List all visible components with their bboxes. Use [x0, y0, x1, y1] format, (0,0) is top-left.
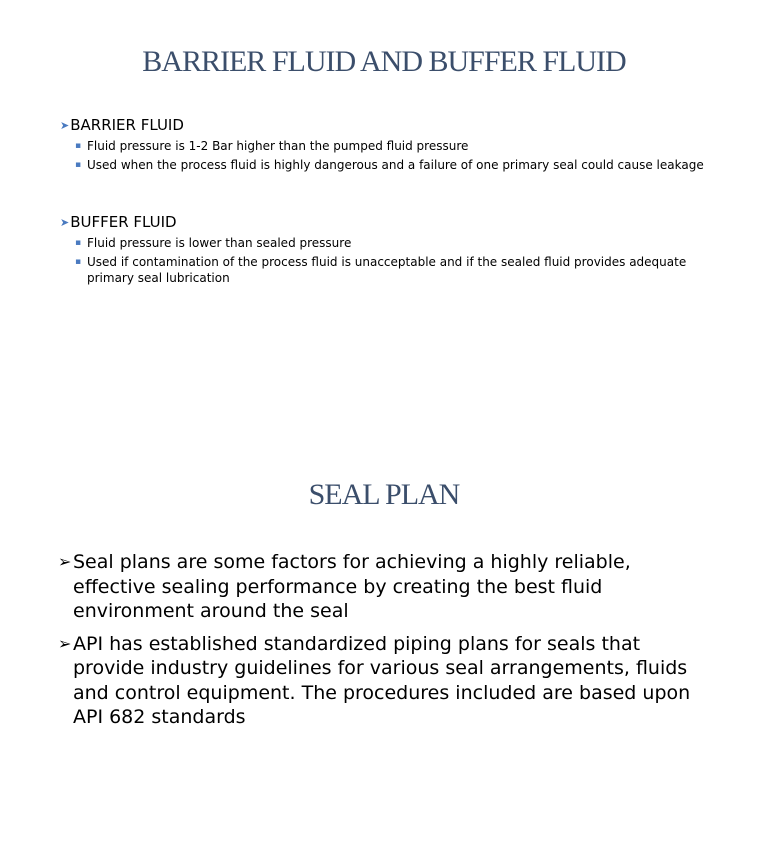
list-item [58, 632, 708, 730]
dot-icon: ▪ [75, 160, 82, 170]
arrowhead-icon: ➤ [60, 119, 70, 132]
list-item-text: Fluid pressure is lower than sealed pressure [87, 236, 352, 250]
section-heading [60, 116, 710, 136]
list-item [60, 254, 710, 286]
arrowhead-icon: ➢ [58, 552, 72, 571]
section-heading-label: BARRIER FLUID [70, 116, 184, 134]
list-item-text: Used if contamination of the process fluid is unacceptable and if the sealed fluid provides adequate primary seal lubrication [87, 255, 687, 285]
list-item-text: Used when the process fluid is highly dangerous and a failure of one primary seal could cause leakage [87, 158, 704, 172]
seal-plan-list [58, 550, 708, 738]
bullet-list [60, 235, 710, 286]
section-buffer-fluid [60, 213, 710, 289]
list-item-text: Fluid pressure is 1-2 Bar higher than the pumped fluid pressure [87, 139, 469, 153]
list-item-text: API has established standardized piping plans for seals that provide industry guidelines for various seal arrangements, fluids and control equipment. The procedures included are based upon API 682 standards [73, 632, 691, 728]
page-title: BARRIER FLUID AND BUFFER FLUID [142, 45, 626, 78]
list-item-text: Seal plans are some factors for achieving a highly reliable, effective sealing performance by creating the best fluid environment around the seal [73, 551, 631, 622]
list-item [58, 550, 708, 624]
arrowhead-icon: ➢ [58, 633, 72, 653]
arrowhead-icon: ➤ [60, 216, 70, 229]
section-title: SEAL PLAN [308, 478, 460, 511]
dot-icon: ▪ [75, 257, 82, 267]
bullet-list [60, 138, 710, 173]
list-item [60, 138, 710, 154]
list-item [60, 157, 710, 173]
dot-icon: ▪ [75, 141, 82, 151]
section-barrier-fluid [60, 116, 710, 176]
section-heading-label: BUFFER FLUID [70, 213, 177, 231]
dot-icon: ▪ [75, 238, 82, 248]
section-heading [60, 213, 710, 233]
list-item [60, 235, 710, 251]
